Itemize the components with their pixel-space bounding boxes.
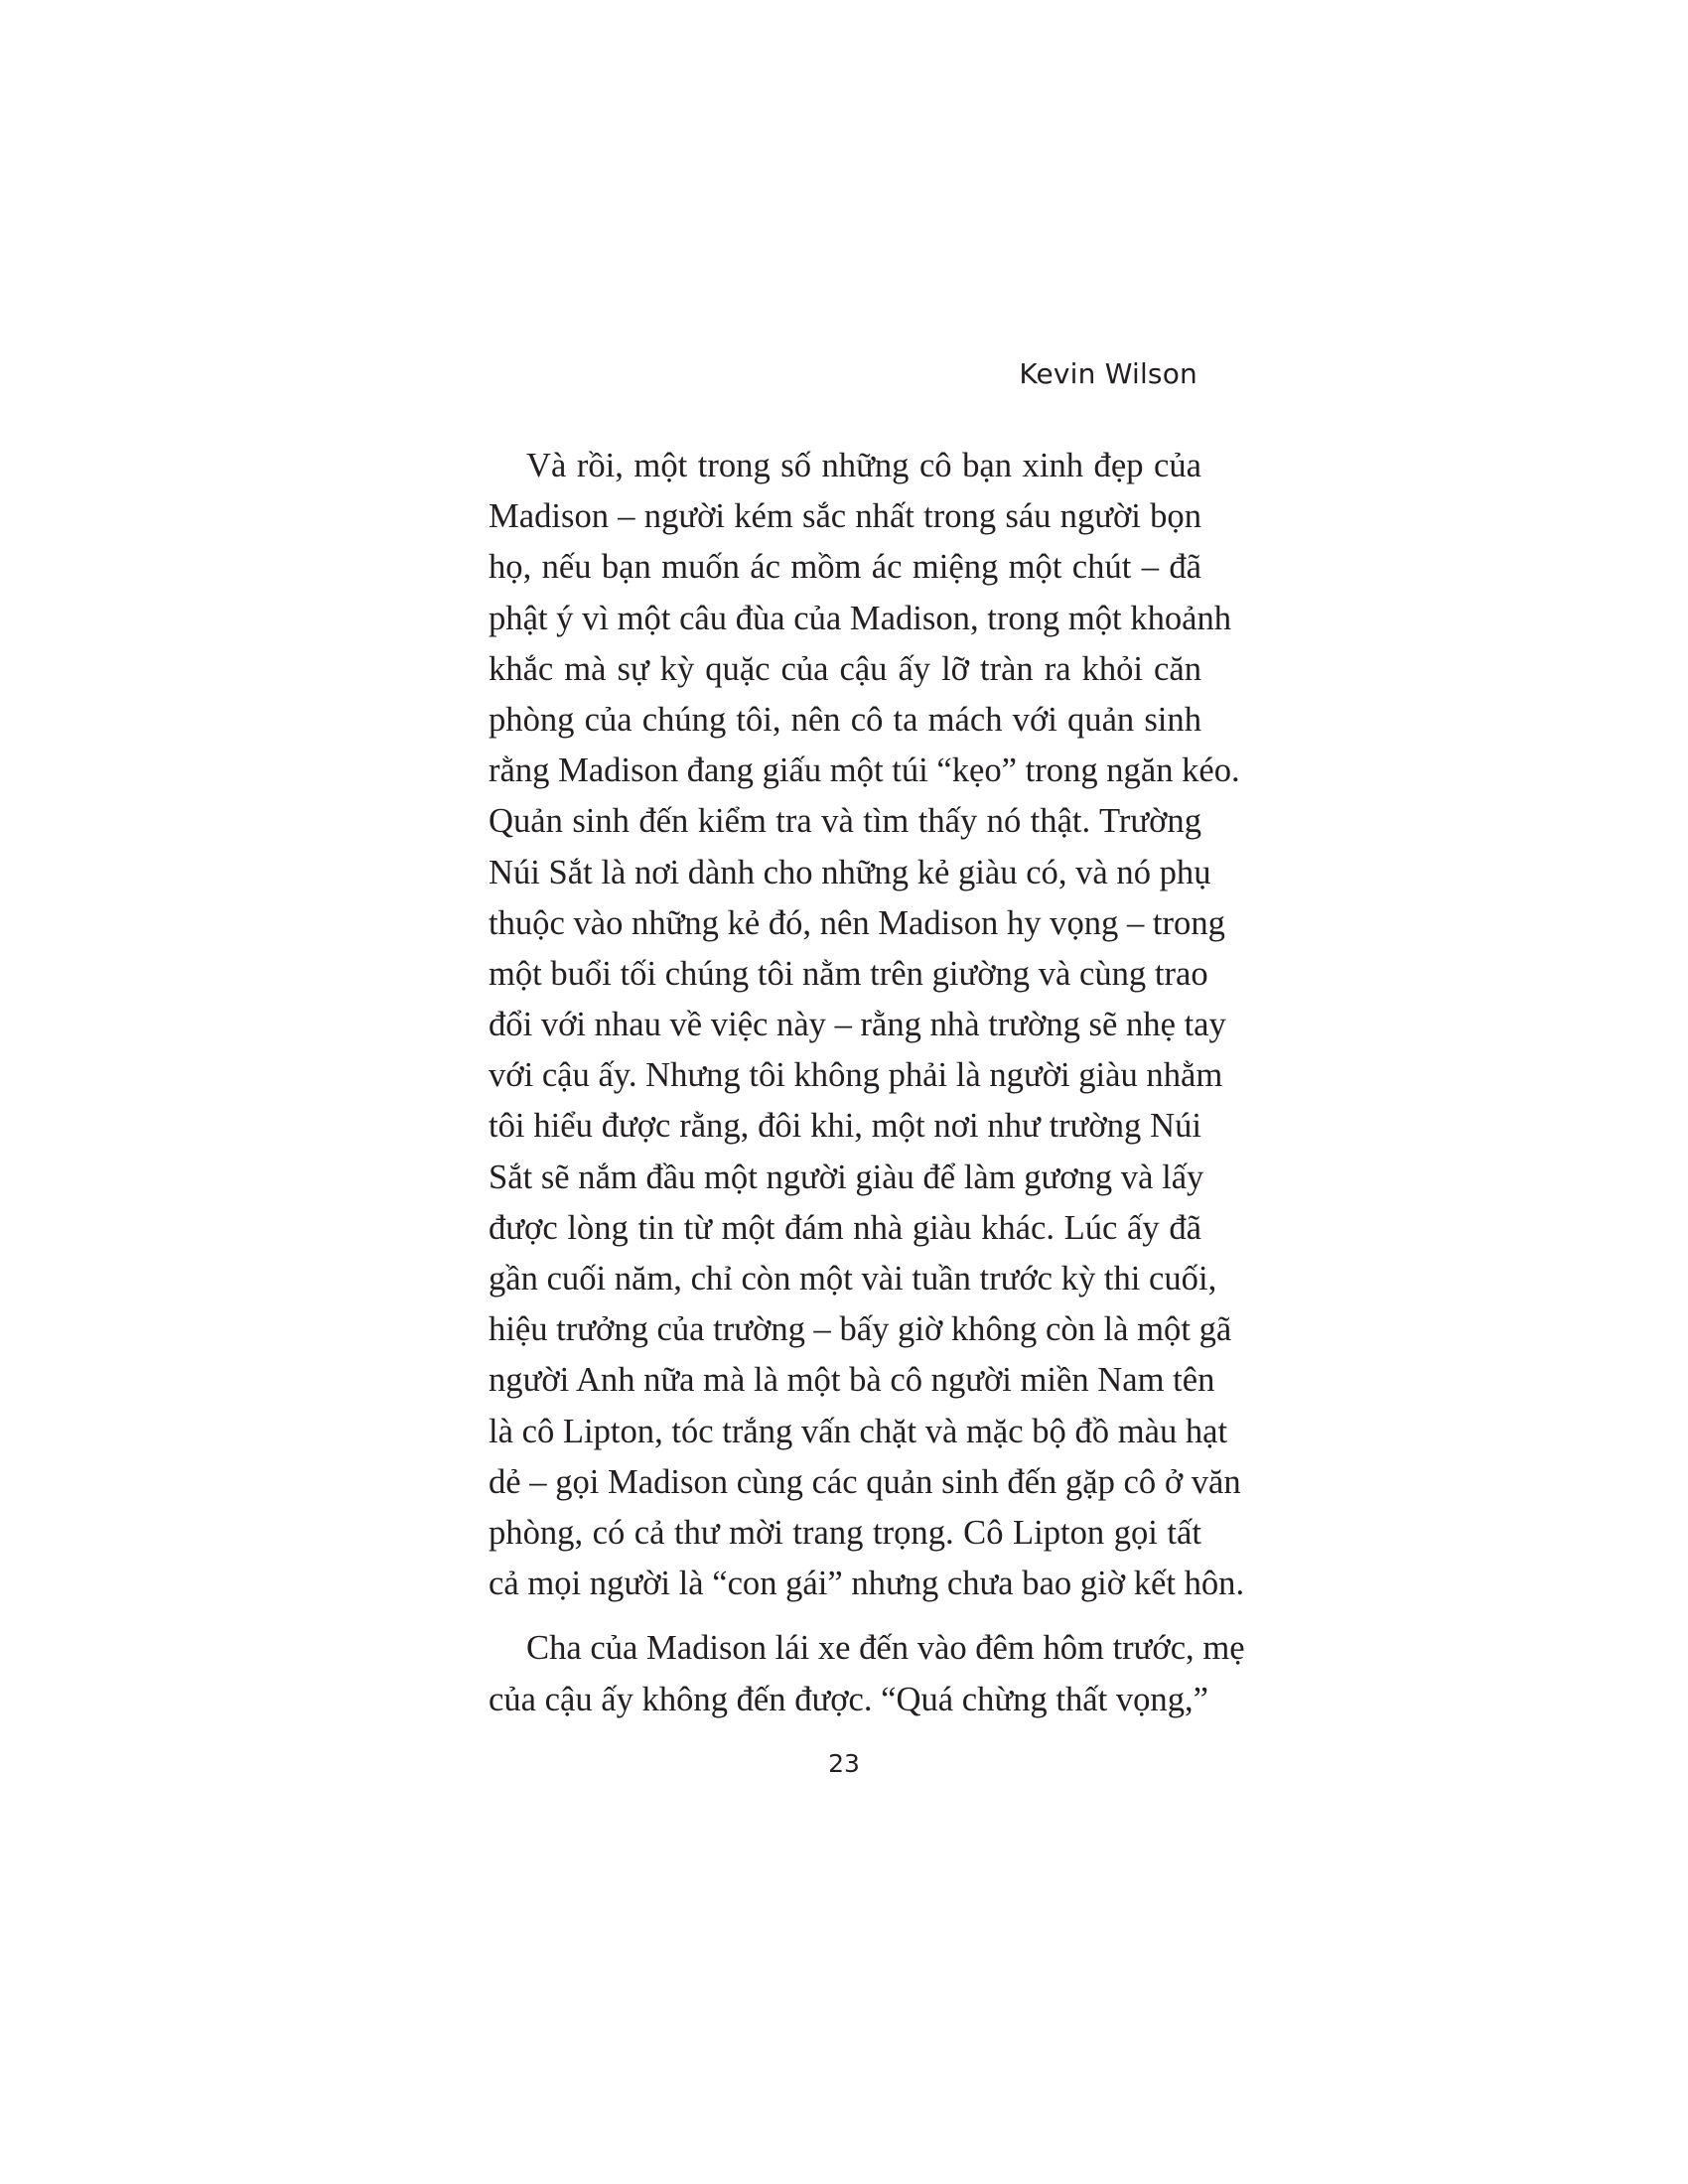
page-number: 23 <box>828 1749 860 1778</box>
text-line: đổi với nhau về việc này – rằng nhà trường sẽ nhẹ tay <box>489 1006 1226 1044</box>
text-line: họ, nếu bạn muốn ác mồm ác miệng một chút – đã <box>489 548 1201 587</box>
text-line: phòng của chúng tôi, nên cô ta mách với quản sinh <box>489 700 1201 739</box>
paragraph <box>489 441 1245 1609</box>
text-line: khắc mà sự kỳ quặc của cậu ấy lỡ tràn ra khỏi căn <box>489 649 1201 688</box>
text-line: phòng, có cả thư mời trang trọng. Cô Lipton gọi tất <box>489 1513 1201 1552</box>
text-line: cả mọi người là “con gái” nhưng chưa bao giờ kết hôn. <box>489 1565 1245 1603</box>
text-line: rằng Madison đang giấu một túi “kẹo” trong ngăn kéo. <box>489 751 1240 790</box>
paragraph-gap <box>489 1609 1201 1623</box>
text-line: dẻ – gọi Madison cùng các quản sinh đến gặp cô ở văn <box>489 1462 1241 1501</box>
text-line: được lòng tin từ một đám nhà giàu khác. Lúc ấy đã <box>489 1208 1201 1247</box>
text-line: Và rồi, một trong số những cô bạn xinh đẹp của <box>526 447 1201 484</box>
text-line: người Anh nữa mà là một bà cô người miền Nam tên <box>489 1361 1215 1400</box>
body-text <box>489 441 1245 1725</box>
text-line: Núi Sắt là nơi dành cho những kẻ giàu có, và nó phụ <box>489 853 1211 891</box>
text-line: với cậu ấy. Nhưng tôi không phải là người giàu nhằm <box>489 1056 1223 1095</box>
paragraph <box>489 1623 1245 1724</box>
text-line: hiệu trưởng của trường – bấy giờ không còn là một gã <box>489 1310 1232 1349</box>
text-line: Cha của Madison lái xe đến vào đêm hôm trước, mẹ <box>526 1629 1245 1668</box>
text-line: Sắt sẽ nắm đầu một người giàu để làm gương và lấy <box>489 1158 1204 1196</box>
text-line: gần cuối năm, chỉ còn một vài tuần trước kỳ thi cuối, <box>489 1260 1217 1297</box>
text-line: thuộc vào những kẻ đó, nên Madison hy vọng – trong <box>489 903 1225 942</box>
running-header-author: Kevin Wilson <box>1019 357 1197 390</box>
text-line: là cô Lipton, tóc trắng vấn chặt và mặc bộ đồ màu hạt <box>489 1412 1228 1450</box>
text-line: Madison – người kém sắc nhất trong sáu người bọn <box>489 497 1201 536</box>
text-line: Quản sinh đến kiểm tra và tìm thấy nó thật. Trường <box>489 802 1201 841</box>
text-line: của cậu ấy không đến được. “Quá chừng thất vọng,” <box>489 1680 1208 1718</box>
text-line: phật ý vì một câu đùa của Madison, trong một khoảnh <box>489 599 1232 637</box>
text-line: tôi hiểu được rằng, đôi khi, một nơi như trường Núi <box>489 1107 1201 1146</box>
text-line: một buổi tối chúng tôi nằm trên giường và cùng trao <box>489 954 1208 993</box>
